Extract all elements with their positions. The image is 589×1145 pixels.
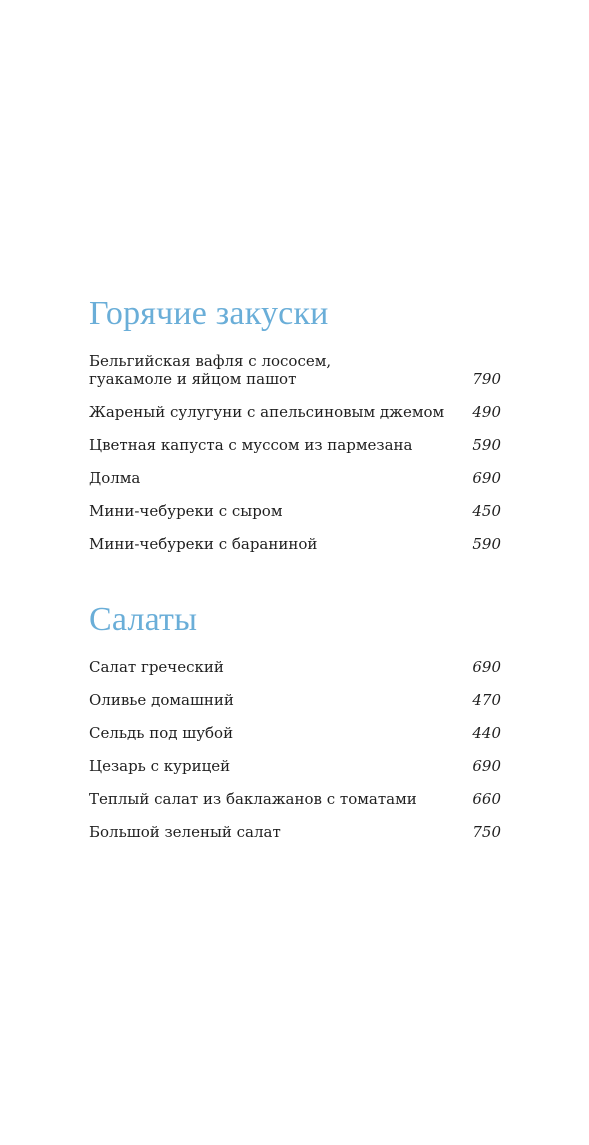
item-name: Цветная капуста с муссом из пармезана [89, 436, 413, 454]
menu-item [89, 724, 501, 742]
item-price: 690 [472, 757, 501, 775]
item-price: 440 [472, 724, 501, 742]
item-price: 490 [472, 403, 501, 421]
item-name: Салат греческий [89, 658, 224, 676]
menu-item [89, 469, 501, 487]
item-name: Мини-чебуреки с бараниной [89, 535, 318, 553]
item-name: Мини-чебуреки с сыром [89, 502, 283, 520]
item-name: Большой зеленый салат [89, 823, 281, 841]
item-price: 470 [472, 691, 501, 709]
menu-item [89, 535, 501, 553]
menu-item [89, 823, 501, 841]
item-price: 590 [472, 436, 501, 454]
menu-item [89, 757, 501, 775]
item-name: Жареный сулугуни с апельсиновым джемом [89, 403, 445, 421]
item-name: Сельдь под шубой [89, 724, 234, 742]
section-title: Горячие закуски [89, 295, 329, 332]
item-price: 690 [472, 658, 501, 676]
item-name: Теплый салат из баклажанов с томатами [89, 790, 417, 808]
item-name: Бельгийская вафля с лососем, гуакамоле и яйцом пашот [89, 352, 332, 388]
menu-item [89, 658, 501, 676]
section-salads [89, 599, 501, 841]
menu-page [89, 293, 501, 887]
menu-item [89, 691, 501, 709]
item-price: 790 [472, 370, 501, 388]
menu-item [89, 352, 501, 388]
section-hot-appetizers [89, 293, 501, 553]
menu-item [89, 436, 501, 454]
item-price: 590 [472, 535, 501, 553]
item-price: 660 [472, 790, 501, 808]
item-name: Оливье домашний [89, 691, 234, 709]
item-price: 690 [472, 469, 501, 487]
menu-item [89, 790, 501, 808]
item-price: 450 [472, 502, 501, 520]
item-price: 750 [472, 823, 501, 841]
item-name: Долма [89, 469, 141, 487]
menu-item [89, 403, 501, 421]
section-title: Салаты [89, 601, 198, 638]
item-name: Цезарь с курицей [89, 757, 231, 775]
menu-item [89, 502, 501, 520]
